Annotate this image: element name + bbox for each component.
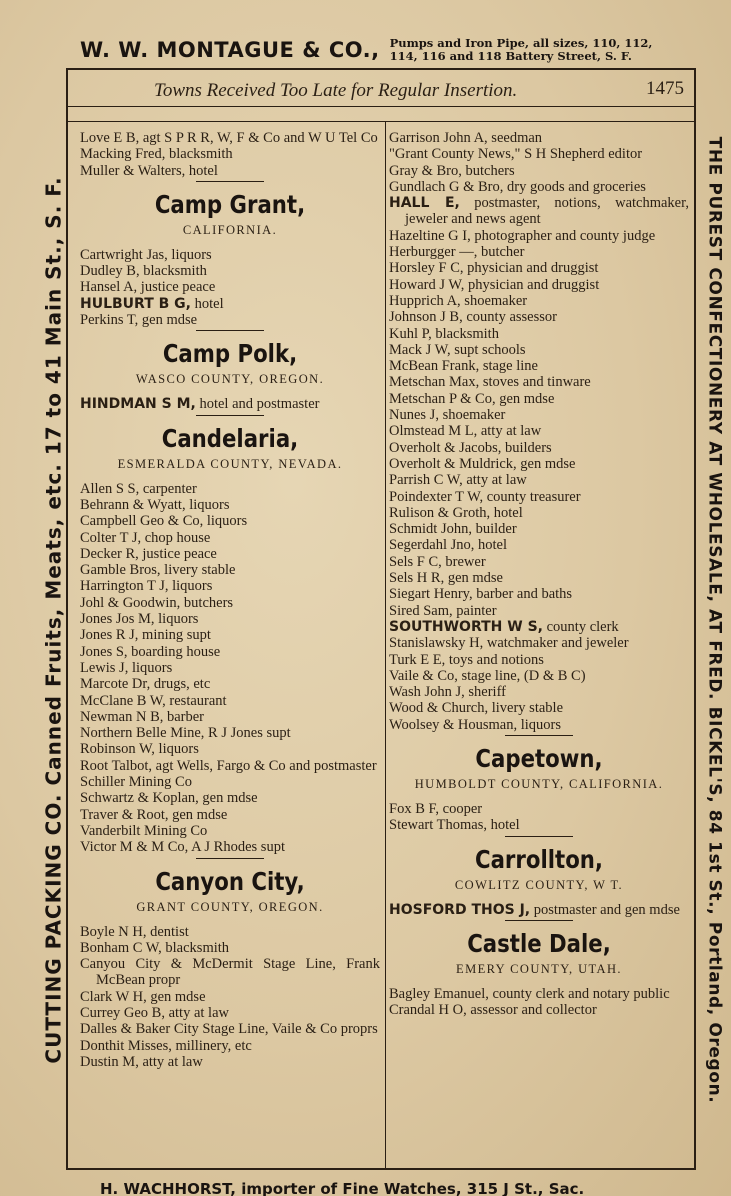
listing-entry (389, 717, 689, 733)
page-number: 1475 (646, 78, 684, 99)
listing-text: Garrison John A, seedman (389, 130, 543, 146)
listing-text: Sels F C, brewer (389, 553, 486, 570)
listing-text: Behrann & Wyatt, liquors (80, 496, 230, 513)
listing-text: Boyle N H, dentist (80, 923, 189, 940)
listing-text: Metschan P & Co, gen mdse (389, 390, 555, 407)
listing-entry (80, 693, 380, 709)
listing-text: postmaster, notions, watchmaker, jeweler and news agent (405, 195, 689, 228)
town-region: GRANT COUNTY, OREGON. (136, 899, 324, 914)
listing-text: Victor M & M Co, A J Rhodes supt (80, 839, 285, 856)
listing-text: Lewis J, liquors (80, 659, 173, 676)
listing-entry (389, 603, 689, 619)
section-rule (505, 920, 573, 921)
listing-text: Wash John J, sheriff (389, 684, 506, 701)
listing-text: Turk E E, toys and notions (389, 651, 544, 668)
listing-text: Woolsey & Housman, liquors (389, 716, 562, 733)
listing-text: Gray & Bro, butchers (389, 162, 515, 179)
town-heading: Castle Dale, (467, 928, 611, 958)
section-rule (196, 858, 264, 859)
listing-entry (389, 586, 689, 602)
listing-text: Parrish C W, atty at law (389, 472, 527, 489)
top-advertisement (80, 30, 700, 70)
listing-text: Crandal H O, assessor and collector (389, 1002, 597, 1019)
listing-text: Traver & Root, gen mdse (80, 806, 228, 823)
listing-text: hotel and postmaster (195, 396, 320, 413)
listing-entry (389, 1002, 689, 1018)
listing-entry (80, 497, 380, 513)
listing-entry (389, 652, 689, 668)
section-rule (505, 735, 573, 736)
listing-text: Segerdahl Jno, hotel (389, 537, 507, 554)
listing-text: Schmidt John, builder (389, 521, 517, 538)
listing-text: Hazeltine G I, photographer and county judge (389, 227, 656, 244)
listing-entry (80, 562, 380, 578)
listing-entry (80, 758, 380, 774)
listing-entry (389, 163, 689, 179)
listing-text: hotel (190, 295, 224, 312)
listing-entry (389, 472, 689, 488)
listing-text: Nunes J, shoemaker (389, 407, 506, 424)
town-region: COWLITZ COUNTY, W T. (454, 877, 624, 892)
listing-text: Colter T J, chop house (80, 529, 211, 546)
listing-entry (80, 660, 380, 676)
listing-text: Vaile & Co, stage line, (D & B C) (389, 667, 586, 684)
listing-entry (80, 741, 380, 757)
listing-text: Currey Geo B, atty at law (80, 1004, 229, 1021)
listing-text: Gamble Bros, livery stable (80, 562, 236, 579)
left-column (80, 130, 380, 1070)
listing-text: Jones R J, mining supt (80, 627, 211, 644)
listing-text: Allen S S, carpenter (80, 480, 197, 497)
town-heading: Capetown, (475, 743, 603, 773)
town-heading: Canyon City, (155, 866, 305, 896)
listing-text: Jones S, boarding house (80, 643, 221, 660)
listing-text: Sired Sam, painter (389, 602, 497, 619)
town-heading: Camp Polk, (162, 339, 298, 369)
listing-entry (80, 263, 380, 279)
listing-entry (80, 676, 380, 692)
listing-entry (389, 407, 689, 423)
listing-entry (389, 358, 689, 374)
listing-text: Poindexter T W, county treasurer (389, 488, 581, 505)
listing-entry (80, 247, 380, 263)
listing-text: McClane B W, restaurant (80, 692, 227, 709)
listing-text: Fox B F, cooper (389, 800, 483, 817)
listing-entry: Muller & Walters, hotel (80, 162, 218, 179)
town-heading: Candelaria, (161, 423, 299, 453)
right-column (389, 130, 689, 1018)
listing-entry (80, 279, 380, 295)
listing-entry (389, 986, 689, 1002)
town-region: WASCO COUNTY, OREGON. (135, 372, 325, 387)
listing-bold-name: HULBURT B G, (80, 295, 191, 312)
listing-entry (80, 513, 380, 529)
listing-text: Hansel A, justice peace (80, 279, 216, 296)
top-ad-blurb (390, 37, 653, 63)
listing-text: Howard J W, physician and druggist (389, 276, 600, 293)
listing-entry (389, 817, 689, 833)
column-divider (385, 121, 386, 1170)
listing-text: Harrington T J, liquors (80, 578, 213, 595)
bottom-advertisement: H. WACHHORST, importer of Fine Watches, 315 J St., Sac. (100, 1180, 585, 1196)
listing-entry (80, 774, 380, 790)
listing-text: Stewart Thomas, hotel (389, 817, 520, 834)
listing-text: Schwartz & Koplan, gen mdse (80, 790, 258, 807)
section-rule (196, 415, 264, 416)
right-side-advertisement (698, 70, 731, 1170)
listing-text: Overholt & Muldrick, gen mdse (389, 455, 576, 472)
listing-entry (80, 725, 380, 741)
listing-text: Jones Jos M, liquors (80, 611, 199, 628)
listing-text: Cartwright Jas, liquors (80, 246, 212, 263)
listing-entry (80, 940, 380, 956)
listing-text: Metschan Max, stoves and tinware (389, 374, 591, 391)
town-heading: Camp Grant, (154, 189, 306, 219)
listing-entry (389, 489, 689, 505)
listing-entry (389, 244, 689, 260)
listing-text: Dustin M, atty at law (80, 1053, 203, 1070)
listing-text: Dalles & Baker City Stage Line, Vaile & Co proprs (80, 1021, 378, 1038)
left-side-ad-text: CUTTING PACKING CO. Canned Fruits, Meats, etc. 17 to 41 Main St., S. F. (42, 176, 67, 1064)
listing-text: Root Talbot, agt Wells, Fargo & Co and postmaster (80, 757, 377, 774)
header-rule (66, 106, 696, 107)
listing-text: Kuhl P, blacksmith (389, 325, 499, 342)
listing-text: Donthit Misses, millinery, etc (80, 1037, 252, 1054)
listing-entry (389, 668, 689, 684)
listing-entry (389, 456, 689, 472)
listing-entry (389, 260, 689, 276)
listing-bold-name: SOUTHWORTH W S, (389, 618, 543, 635)
listing-entry (80, 924, 380, 940)
listing-entry (80, 595, 380, 611)
listing-entry (389, 179, 689, 195)
listing-text: Vanderbilt Mining Co (80, 822, 208, 839)
listing-text: Bonham C W, blacksmith (80, 939, 230, 956)
listing-entry (80, 709, 380, 725)
section-rule (505, 836, 573, 837)
listing-entry (389, 554, 689, 570)
listing-entry (389, 195, 689, 228)
listing-text: Campbell Geo & Co, liquors (80, 513, 248, 530)
top-ad-blurb-line2: 114, 116 and 118 Battery Street, S. F. (389, 49, 632, 63)
top-ad-blurb-line1: Pumps and Iron Pipe, all sizes, 110, 112, (389, 36, 653, 50)
listing-text: Marcote Dr, drugs, etc (80, 676, 211, 693)
page-title: Towns Received Too Late for Regular Insertion. (154, 80, 518, 101)
listing-text: Dudley B, blacksmith (80, 263, 207, 280)
listing-text: Canyou City & McDermit Stage Line, Frank McBean propr (80, 956, 380, 989)
listing-text: Johnson J B, county assessor (389, 309, 557, 326)
listing-entry (80, 578, 380, 594)
listing-entry (80, 396, 380, 412)
listing-entry (80, 530, 380, 546)
listing-text: Newman N B, barber (80, 708, 205, 725)
town-region: CALIFORNIA. (182, 222, 278, 237)
right-side-ad-text: THE PUREST CONFECTIONERY AT WHOLESALE, AT FRED. BICKEL'S, 84 1st St., Portland, Oregon. (704, 136, 725, 1104)
listing-entry (389, 423, 689, 439)
listing-entry (389, 619, 689, 635)
running-head (66, 76, 696, 106)
listing-entry (389, 342, 689, 358)
listing-entry (80, 546, 380, 562)
listing-entry (389, 374, 689, 390)
listing-entry (389, 801, 689, 817)
listing-entry (389, 326, 689, 342)
town-heading: Carrollton, (474, 844, 604, 874)
listing-text: county clerk (542, 618, 619, 635)
listing-entry (389, 146, 689, 162)
listing-entry (80, 627, 380, 643)
listing-entry (80, 790, 380, 806)
listing-entry (389, 391, 689, 407)
header-rule-lower (66, 121, 696, 122)
listing-entry (80, 956, 380, 989)
town-region: ESMERALDA COUNTY, NEVADA. (117, 456, 343, 471)
listing-entry (80, 1038, 380, 1054)
listing-text: Schiller Mining Co (80, 774, 192, 791)
listing-entry (389, 440, 689, 456)
listing-entry (80, 611, 380, 627)
listing-entry: Love E B, agt S P R R, W, F & Co and W U Tel Co (80, 130, 378, 146)
listing-entry (389, 130, 689, 146)
listing-text: Horsley F C, physician and druggist (389, 260, 599, 277)
listing-entry (80, 807, 380, 823)
listing-text: postmaster and gen mdse (530, 901, 680, 918)
listing-text: Hupprich A, shoemaker (389, 292, 528, 309)
listing-text: Mack J W, supt schools (389, 341, 526, 358)
listing-entry (389, 700, 689, 716)
listing-entry (389, 293, 689, 309)
listing-bold-name: HALL E, (389, 195, 460, 212)
listing-text: Perkins T, gen mdse (80, 312, 198, 329)
listing-entry (80, 1054, 380, 1070)
town-region: EMERY COUNTY, UTAH. (456, 961, 622, 976)
listing-entry (80, 296, 380, 312)
listing-entry: Macking Fred, blacksmith (80, 146, 233, 163)
listing-entry (389, 902, 689, 918)
listing-text: Bagley Emanuel, county clerk and notary public (389, 985, 670, 1002)
listing-text: Rulison & Groth, hotel (389, 504, 523, 521)
listing-text: McBean Frank, stage line (389, 358, 538, 375)
listing-entry (80, 989, 380, 1005)
section-rule (196, 181, 264, 182)
listing-entry (389, 521, 689, 537)
listing-text: Siegart Henry, barber and baths (389, 586, 573, 603)
listing-entry (80, 839, 380, 855)
listing-text: Stanislawsky H, watchmaker and jeweler (389, 635, 629, 652)
section-rule (196, 330, 264, 331)
listing-text: Overholt & Jacobs, builders (389, 439, 552, 456)
listing-text: Gundlach G & Bro, dry goods and groceries (389, 178, 646, 195)
listing-bold-name: HINDMAN S M, (80, 396, 196, 413)
listing-text: Herburgger —, butcher (389, 244, 525, 261)
listing-entry (80, 312, 380, 328)
listing-text: Robinson W, liquors (80, 741, 199, 758)
listing-entry (80, 823, 380, 839)
listing-entry (80, 1021, 380, 1037)
listing-entry (80, 644, 380, 660)
listing-entry (389, 505, 689, 521)
listing-text: Clark W H, gen mdse (80, 988, 206, 1005)
listing-entry (389, 537, 689, 553)
listing-text: Olmstead M L, atty at law (389, 423, 542, 440)
town-region: HUMBOLDT COUNTY, CALIFORNIA. (414, 776, 664, 791)
listing-entry (80, 1005, 380, 1021)
listing-entry (389, 277, 689, 293)
listing-entry (389, 570, 689, 586)
listing-text: Wood & Church, livery stable (389, 700, 564, 717)
listing-entry (389, 684, 689, 700)
listing-entry (389, 635, 689, 651)
listing-text: Sels H R, gen mdse (389, 570, 503, 587)
listing-text: Northern Belle Mine, R J Jones supt (80, 725, 291, 742)
listing-text: Johl & Goodwin, butchers (80, 594, 234, 611)
listing-entry (389, 309, 689, 325)
listing-text: Decker R, justice peace (80, 545, 217, 562)
listing-text: "Grant County News," S H Shepherd editor (389, 146, 643, 163)
listing-entry (80, 481, 380, 497)
listing-entry (389, 228, 689, 244)
listing-bold-name: HOSFORD THOS J, (389, 901, 531, 918)
top-ad-brand: W. W. MONTAGUE & CO., (80, 38, 380, 62)
